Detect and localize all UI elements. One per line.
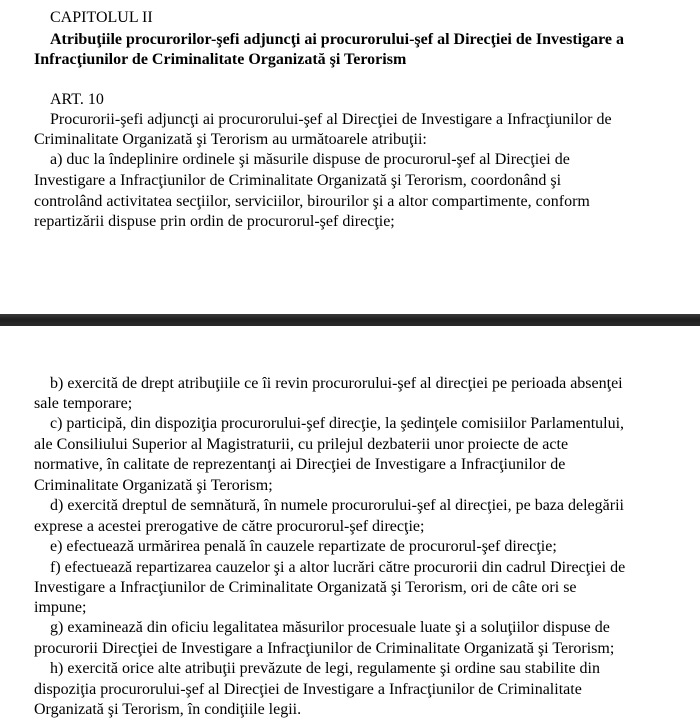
paragraph-line: Organizată şi Terorism, în condiţiile legii.	[34, 701, 302, 718]
paragraph-line: sale temporare;	[34, 395, 133, 412]
paragraph-line: g) examinează din oficiu legalitatea măsurilor procesuale luate şi a soluţiilor dispuse de	[50, 619, 610, 636]
paragraph-line: Criminalitate Organizată şi Terorism au următoarele atribuţii:	[34, 131, 427, 148]
paragraph-line: Criminalitate Organizată şi Terorism;	[34, 477, 273, 494]
document-page-bottom	[0, 326, 700, 728]
chapter-title-line: Infracţiunilor de Criminalitate Organizată şi Terorism	[34, 51, 407, 68]
paragraph-line: impune;	[34, 599, 87, 616]
paragraph-line: a) duc la îndeplinire ordinele şi măsurile dispuse de procurorul-şef al Direcţiei de	[50, 151, 570, 168]
paragraph-line: repartizării dispuse prin ordin de procurorul-şef direcţie;	[34, 213, 395, 230]
paragraph-line: Procurorii-şefi adjuncţi ai procurorului-şef al Direcţiei de Investigare a Infracţiunilor de	[50, 111, 612, 128]
chapter-title-line: Atribuţiile procurorilor-şefi adjuncţi ai procurorului-şef al Direcţiei de Investigare a	[50, 31, 625, 48]
paragraph-line: procurorii Direcţiei de Investigare a Infracţiunilor de Criminalitate Organizată şi Terorism;	[34, 640, 615, 657]
page-separator	[0, 314, 700, 326]
paragraph-line: Investigare a Infracţiunilor de Criminalitate Organizată şi Terorism, ori de câte ori se	[34, 579, 577, 596]
article-label: ART. 10	[50, 91, 104, 108]
paragraph-line: f) efectuează repartizarea cauzelor şi a altor lucrări către procurorii din cadrul Direcţiei de	[50, 559, 626, 576]
chapter-label: CAPITOLUL II	[50, 9, 153, 26]
paragraph-line: Investigare a Infracţiunilor de Criminalitate Organizată şi Terorism, coordonând şi	[34, 172, 562, 189]
paragraph-line: controlând activitatea secţiilor, serviciilor, birourilor şi a altor compartimente, conform	[34, 193, 590, 210]
paragraph-line: normative, în calitate de reprezentanţi ai Direcţiei de Investigare a Infracţiunilor de	[34, 456, 566, 473]
paragraph-line: h) exercită orice alte atribuţii prevăzute de legi, regulamente şi ordine sau stabilite din	[50, 660, 600, 677]
paragraph-line: ale Consiliului Superior al Magistraturii, cu prilejul dezbaterii unor proiecte de acte	[34, 436, 569, 453]
paragraph-line: b) exercită de drept atribuţiile ce îi revin procurorului-şef al direcţiei pe perioada absenţei	[50, 375, 623, 392]
document-page-top	[0, 0, 700, 314]
paragraph-line: exprese a acestei prerogative de către procurorul-şef direcţie;	[34, 518, 425, 535]
paragraph-line: e) efectuează urmărirea penală în cauzele repartizate de procurorul-şef direcţie;	[50, 538, 557, 555]
paragraph-line: dispoziţia procurorului-şef al Direcţiei de Investigare a Infracţiunilor de Criminalitate	[34, 681, 582, 698]
paragraph-line: c) participă, din dispoziţia procurorului-şef direcţie, la şedinţele comisiilor Parlamentului,	[50, 415, 625, 432]
paragraph-line: d) exercită dreptul de semnătură, în numele procurorului-şef al direcţiei, pe baza delegării	[50, 497, 624, 514]
